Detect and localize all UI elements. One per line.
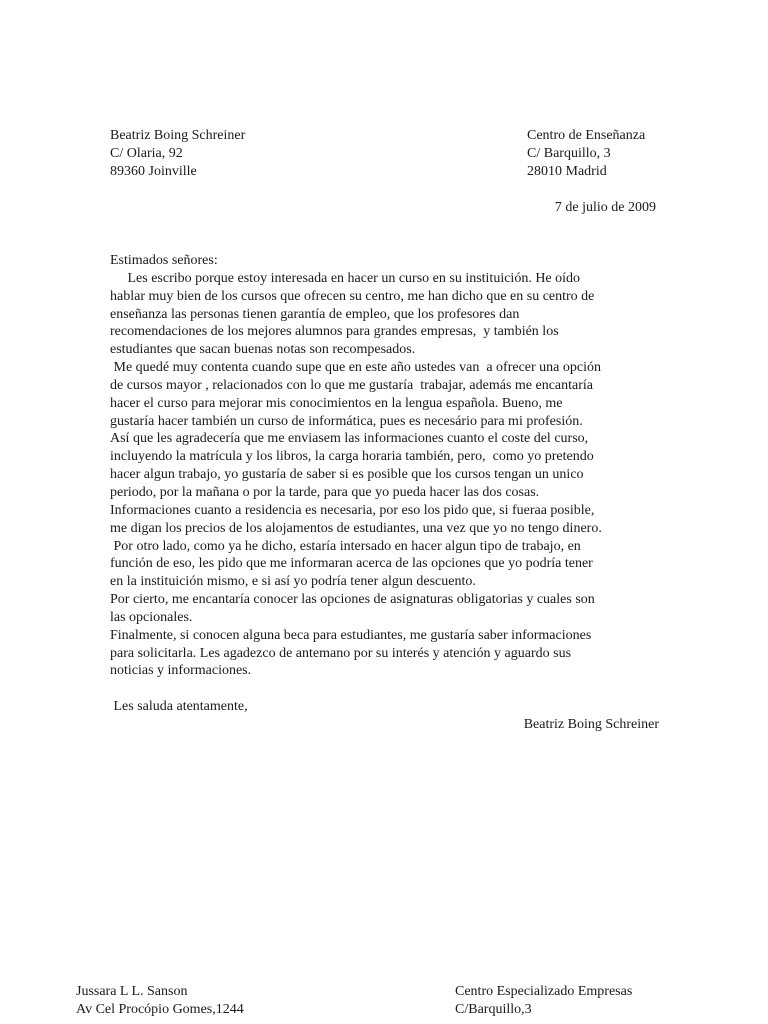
body-line: estudiantes que sacan buenas notas son recompesados.	[110, 342, 416, 358]
body-line: hacer algun trabajo, yo gustaría de saber si es posible que los cursos tengan un unico	[110, 467, 584, 483]
next-sender-street: Av Cel Procópio Gomes,1244	[76, 1002, 244, 1017]
body-line: para solicitarla. Les agadezco de antemano por su interés y atención y aguardo sus	[110, 645, 572, 661]
recipient-address	[527, 127, 645, 181]
recipient-city: 28010 Madrid	[527, 164, 607, 179]
body-line: Por otro lado, como ya he dicho, estaría intersado en hacer algun tipo de trabajo, en	[110, 538, 581, 554]
next-sender-name: Jussara L L. Sanson	[76, 984, 188, 999]
body-line: Finalmente, si conocen alguna beca para estudiantes, me gustaría saber informaciones	[110, 627, 592, 643]
sender-city: 89360 Joinville	[110, 164, 197, 179]
body-line: gustaría hacer también un curso de informática, pues es necesário para mi profesión.	[110, 413, 583, 429]
closing-text: Les saluda atentamente,	[110, 699, 248, 714]
sender-street: C/ Olaria, 92	[110, 146, 183, 161]
body-line: enseñanza las personas tienen garantía de empleo, que los profesores dan	[110, 306, 520, 322]
recipient-name: Centro de Enseñanza	[527, 128, 646, 143]
next-letter-recipient	[455, 983, 632, 1019]
next-recipient-street: C/Barquillo,3	[455, 1002, 532, 1017]
signature: Beatriz Boing Schreiner	[523, 717, 659, 732]
body-line: hablar muy bien de los cursos que ofrecen su centro, me han dicho que en su centro de	[110, 288, 595, 304]
body-line: Les escribo porque estoy interesada en hacer un curso en su instituición. He oído	[110, 270, 581, 286]
sender-name: Beatriz Boing Schreiner	[110, 128, 246, 143]
body-line: noticias y informaciones.	[110, 663, 252, 679]
body-line: de cursos mayor , relacionados con lo que me gustaría trabajar, además me encantaría	[110, 377, 594, 393]
letter-body	[110, 252, 670, 680]
salutation: Estimados señores:	[110, 253, 218, 268]
body-line: periodo, por la mañana o por la tarde, para que yo pueda hacer las dos cosas.	[110, 484, 540, 500]
sender-address	[110, 127, 245, 181]
body-line: Por cierto, me encantaría conocer las opciones de asignaturas obligatorias y cuales son	[110, 592, 595, 608]
body-line: incluyendo la matrícula y los libros, la carga horaria también, pero, como yo pretendo	[110, 449, 594, 465]
body-line: en la instituición mismo, e si así yo podría tener algun descuento.	[110, 574, 476, 590]
body-line: recomendaciones de los mejores alumnos para grandes empresas, y también los	[110, 324, 559, 340]
body-line: hacer el curso para mejorar mis conocimientos en la lengua española. Bueno, me	[110, 395, 563, 411]
recipient-street: C/ Barquillo, 3	[527, 146, 611, 161]
body-line: Me quedé muy contenta cuando supe que en este año ustedes van a ofrecer una opción	[110, 360, 601, 376]
letter-date: 7 de julio de 2009	[554, 200, 656, 215]
next-recipient-name: Centro Especializado Empresas	[455, 984, 633, 999]
closing	[110, 698, 248, 716]
body-line: las opcionales.	[110, 609, 193, 625]
next-letter-sender	[76, 983, 244, 1019]
body-line: me digan los precios de los alojamentos de estudiantes, una vez que yo no tengo dinero.	[110, 520, 602, 536]
body-line: Informaciones cuanto a residencia es necesaria, por eso los pido que, si fueraa posible,	[110, 502, 595, 518]
body-line: Así que les agradecería que me enviasem las informaciones cuanto el coste del curso,	[110, 431, 589, 447]
body-line: función de eso, les pido que me informaran acerca de las opciones que yo podría tener	[110, 556, 593, 572]
